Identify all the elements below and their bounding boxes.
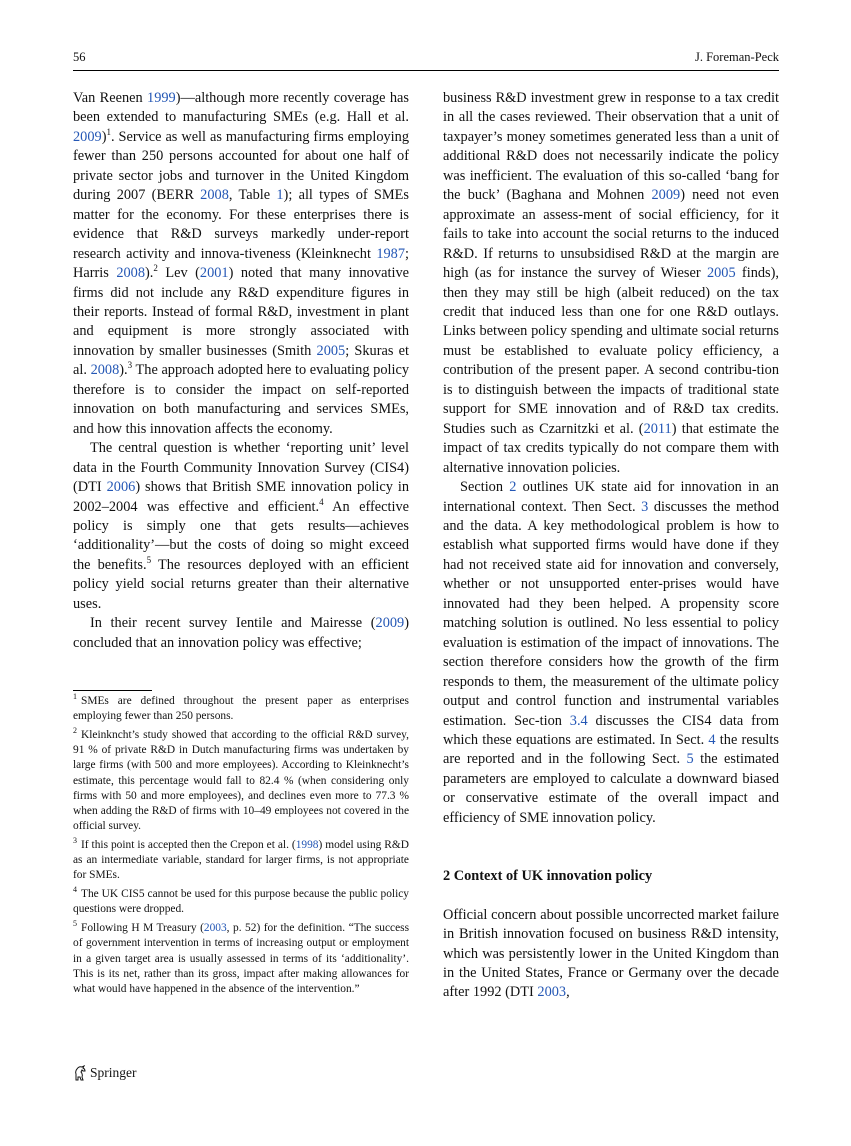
text-run: )—although more recently coverage has been extended to manufacturing SMEs (e.g. Hall et al. — [73, 90, 409, 126]
citation-link[interactable]: 1999 — [147, 90, 176, 106]
text-run: In their recent survey Ientile and Mairesse ( — [90, 615, 376, 632]
text-run: If this point is accepted then the Crepon et al. ( — [81, 839, 296, 852]
footnote-number: 4 — [73, 885, 77, 895]
text-run: Section — [460, 479, 510, 496]
left-column — [73, 89, 409, 653]
citation-link[interactable]: 2009 — [651, 187, 681, 204]
text-run: Following H M Treasury ( — [81, 922, 204, 935]
section-heading: 2 Context of UK innovation policy — [443, 868, 653, 885]
citation-link[interactable]: 2008 — [116, 265, 145, 282]
footnote-number: 1 — [73, 692, 77, 702]
text-run: ) shows that British SME innovation policy in 2002–2004 was effective and efficient. — [73, 479, 409, 515]
footnote-number: 3 — [73, 836, 77, 846]
text-run: ) need not even approximate an assess-ment of social efficiency, for it fails to take into account the social returns to the induced R&D. If returns to unsubsidised R&D at the margin are high (as for instance the survey of Wieser — [443, 187, 779, 282]
footnote-marker[interactable]: 4 — [319, 496, 324, 507]
text-run: The UK CIS5 cannot be used for this purpose because the public policy questions were dropped. — [73, 888, 409, 916]
citation-link[interactable]: 2006 — [106, 479, 136, 496]
footnote — [73, 728, 409, 834]
footnotes — [73, 694, 409, 1001]
citation-link[interactable]: 2008 — [200, 187, 229, 204]
text-run: , — [566, 984, 570, 1001]
publisher-name: Springer — [90, 1065, 137, 1080]
text-run: Lev ( — [157, 265, 200, 282]
text-run: Official concern about possible uncorrected market failure in British innovation focused on business R&D intensity, which was persistently lower in the United Kingdom than in the United States, France or Germany over the decade after 1992 (DTI — [443, 906, 779, 1001]
footnote-marker[interactable]: 5 — [146, 555, 152, 566]
text-run: ) that estimate the impact of tax credits typically do not compare them with alternative innovation policies. — [443, 420, 779, 476]
paragraph — [73, 89, 409, 439]
citation-link[interactable]: 2009 — [73, 128, 102, 145]
citation-link[interactable]: 2003 — [537, 984, 567, 1001]
citation-link[interactable]: 2005 — [316, 342, 346, 359]
text-run: . Service as well as manufacturing firms employing fewer than 250 persons accounted for about one half of private sector jobs and turnover in the United Kingdom during 2007 (BERR — [73, 128, 409, 204]
citation-link[interactable]: 2005 — [706, 265, 736, 282]
text-run: Kleinkncht’s study showed that according to the official R&D survey, 91 % of private R&D in Dutch manufacturing firms was undertaken by large firms (with 500 and more employees). According to Kleinknecht’s estimate, this percentage would fall to 82.4 % (when considering only firms with 50 and more employees), and declines even more to 77.3 % when adding the R&D of firms with 10–49 employees not covered in the official survey. — [73, 729, 409, 833]
citation-link[interactable]: 2009 — [375, 615, 405, 632]
text-run: discusses the method and the data. A key methodological problem is how to establish what supported firms would have done if they had not received state aid for innovation and conversely, whether or not unsupported enter-prises would have innovated had they been helped. A propensity score matching solution is outlined. No less essential to policy evaluation is estimation of the impact of innovations. The section therefore considers how the growth of the firm responds to them, the measurement of the ultimate policy output and control function and instrumental variables estimation. Sec-tion — [443, 498, 779, 729]
citation-link[interactable]: 2011 — [643, 420, 672, 437]
publisher-footer — [73, 1065, 137, 1081]
citation-link[interactable]: 3 — [641, 498, 649, 515]
citation-link[interactable]: 2003 — [203, 922, 227, 935]
text-run: ) noted that many innovative firms did not include any R&D expenditure figures in their reports. Instead of formal R&D, investment in plant and equipment is more strongly associated with innovation by smaller businesses (Smith — [73, 265, 409, 359]
text-run: Van Reenen — [73, 90, 148, 106]
text-run: the results are reported and in the following Sect. — [443, 731, 779, 768]
text-run: discusses the CIS4 data from which these equations are estimated. In Sect. — [443, 712, 779, 748]
text-run: The approach adopted here to evaluating policy therefore is to consider the impact on self-reported innovation on both manufacturing and services SMEs, and how this innovation affects the economy. — [73, 362, 409, 437]
citation-link[interactable]: 4 — [708, 731, 716, 748]
text-run: ; Skuras et al. — [73, 342, 409, 379]
text-run: ). — [119, 362, 128, 379]
footnote — [73, 921, 409, 997]
paragraph — [443, 906, 779, 1003]
springer-horse-icon — [73, 1065, 87, 1081]
footnote-number: 5 — [73, 919, 77, 929]
text-run: ) — [101, 128, 107, 145]
text-run: the estimated parameters are employed to calculate a downward biased or conservative estimate of the overall impact and efficiency of SME innovation policy. — [443, 751, 779, 826]
header-rule — [73, 70, 779, 71]
paragraph — [73, 439, 409, 614]
text-run: ) concluded that an innovation policy was effective; — [73, 615, 409, 651]
text-run: , Table — [228, 187, 277, 204]
citation-link[interactable]: 1998 — [295, 839, 319, 852]
text-run: SMEs are defined throughout the present paper as enterprises employing fewer than 250 persons. — [73, 695, 409, 723]
footnote-marker[interactable]: 3 — [127, 360, 133, 371]
footnote — [73, 887, 409, 917]
paragraph — [443, 478, 779, 828]
page-number: 56 — [73, 50, 86, 64]
citation-link[interactable]: 5 — [686, 751, 694, 768]
right-column — [443, 89, 779, 1003]
citation-link[interactable]: 3.4 — [569, 712, 588, 729]
page-header — [73, 50, 779, 66]
citation-link[interactable]: 1987 — [376, 245, 405, 262]
running-author: J. Foreman-Peck — [694, 50, 779, 64]
citation-link[interactable]: 1 — [276, 187, 284, 204]
text-run: The central question is whether ‘reporting unit’ level data in the Fourth Community Innovation Survey (CIS4) (DTI — [73, 440, 409, 496]
paragraph — [73, 614, 409, 653]
footnote-number: 2 — [73, 726, 77, 736]
text-run: ); all types of SMEs matter for the economy. For these enterprises there is evidence that R&D surveys markedly under-report research activity and innova-tiveness (Kleinknecht — [73, 187, 409, 262]
text-run: business R&D investment grew in response to a tax credit in all the cases reviewed. Their observation that a unit of taxpayer’s money sometimes generated less than a unit of additional R&D does not necessarily indicate the policy was inefficient. The evaluation of this so-called ‘bang for the buck’ (Baghana and Mohnen — [443, 90, 779, 204]
footnote — [73, 838, 409, 884]
text-run: ; Harris — [73, 245, 409, 282]
text-run: outlines UK state aid for innovation in an international context. Then Sect. — [443, 479, 779, 515]
citation-link[interactable]: 2 — [509, 479, 517, 496]
footnote-marker[interactable]: 1 — [106, 127, 111, 138]
citation-link[interactable]: 2008 — [90, 362, 120, 379]
text-run: ). — [145, 265, 154, 282]
text-run: An effective policy is simply one that gets results—achieves ‘additionality’—but the costs of doing so might exceed the benefits. — [73, 498, 409, 573]
footnote — [73, 694, 409, 724]
footnote-rule — [73, 690, 152, 691]
text-run: ) model using R&D as an intermediate variable, standard for larger firms, is not appropriate for SMEs. — [73, 839, 409, 882]
text-run: finds), then they may still be high (albeit reduced) on the tax credit that induced less than one for one R&D outlays. Links between policy spending and ultimate social returns must be established to evaluate policy efficiency, a contribution of the present paper. A second contribu-tion is to distinguish between the impacts of traditional state support for SME innovation and of R&D tax credits. Studies such as Czarnitzki et al. ( — [443, 265, 779, 437]
paragraph — [443, 89, 779, 478]
citation-link[interactable]: 2001 — [199, 265, 229, 282]
text-run: The resources deployed with an efficient policy yield social returns greater than their alternative uses. — [73, 556, 409, 612]
text-run: , p. 52) for the definition. “The success of government intervention in terms of increasing output or employment in a given target area is usually assessed in terms of its ‘additionality’. This is its net, rather than its gross, impact after making allowances for what would have happened in the absence of the intervention.” — [73, 922, 409, 996]
footnote-marker[interactable]: 2 — [153, 263, 158, 274]
